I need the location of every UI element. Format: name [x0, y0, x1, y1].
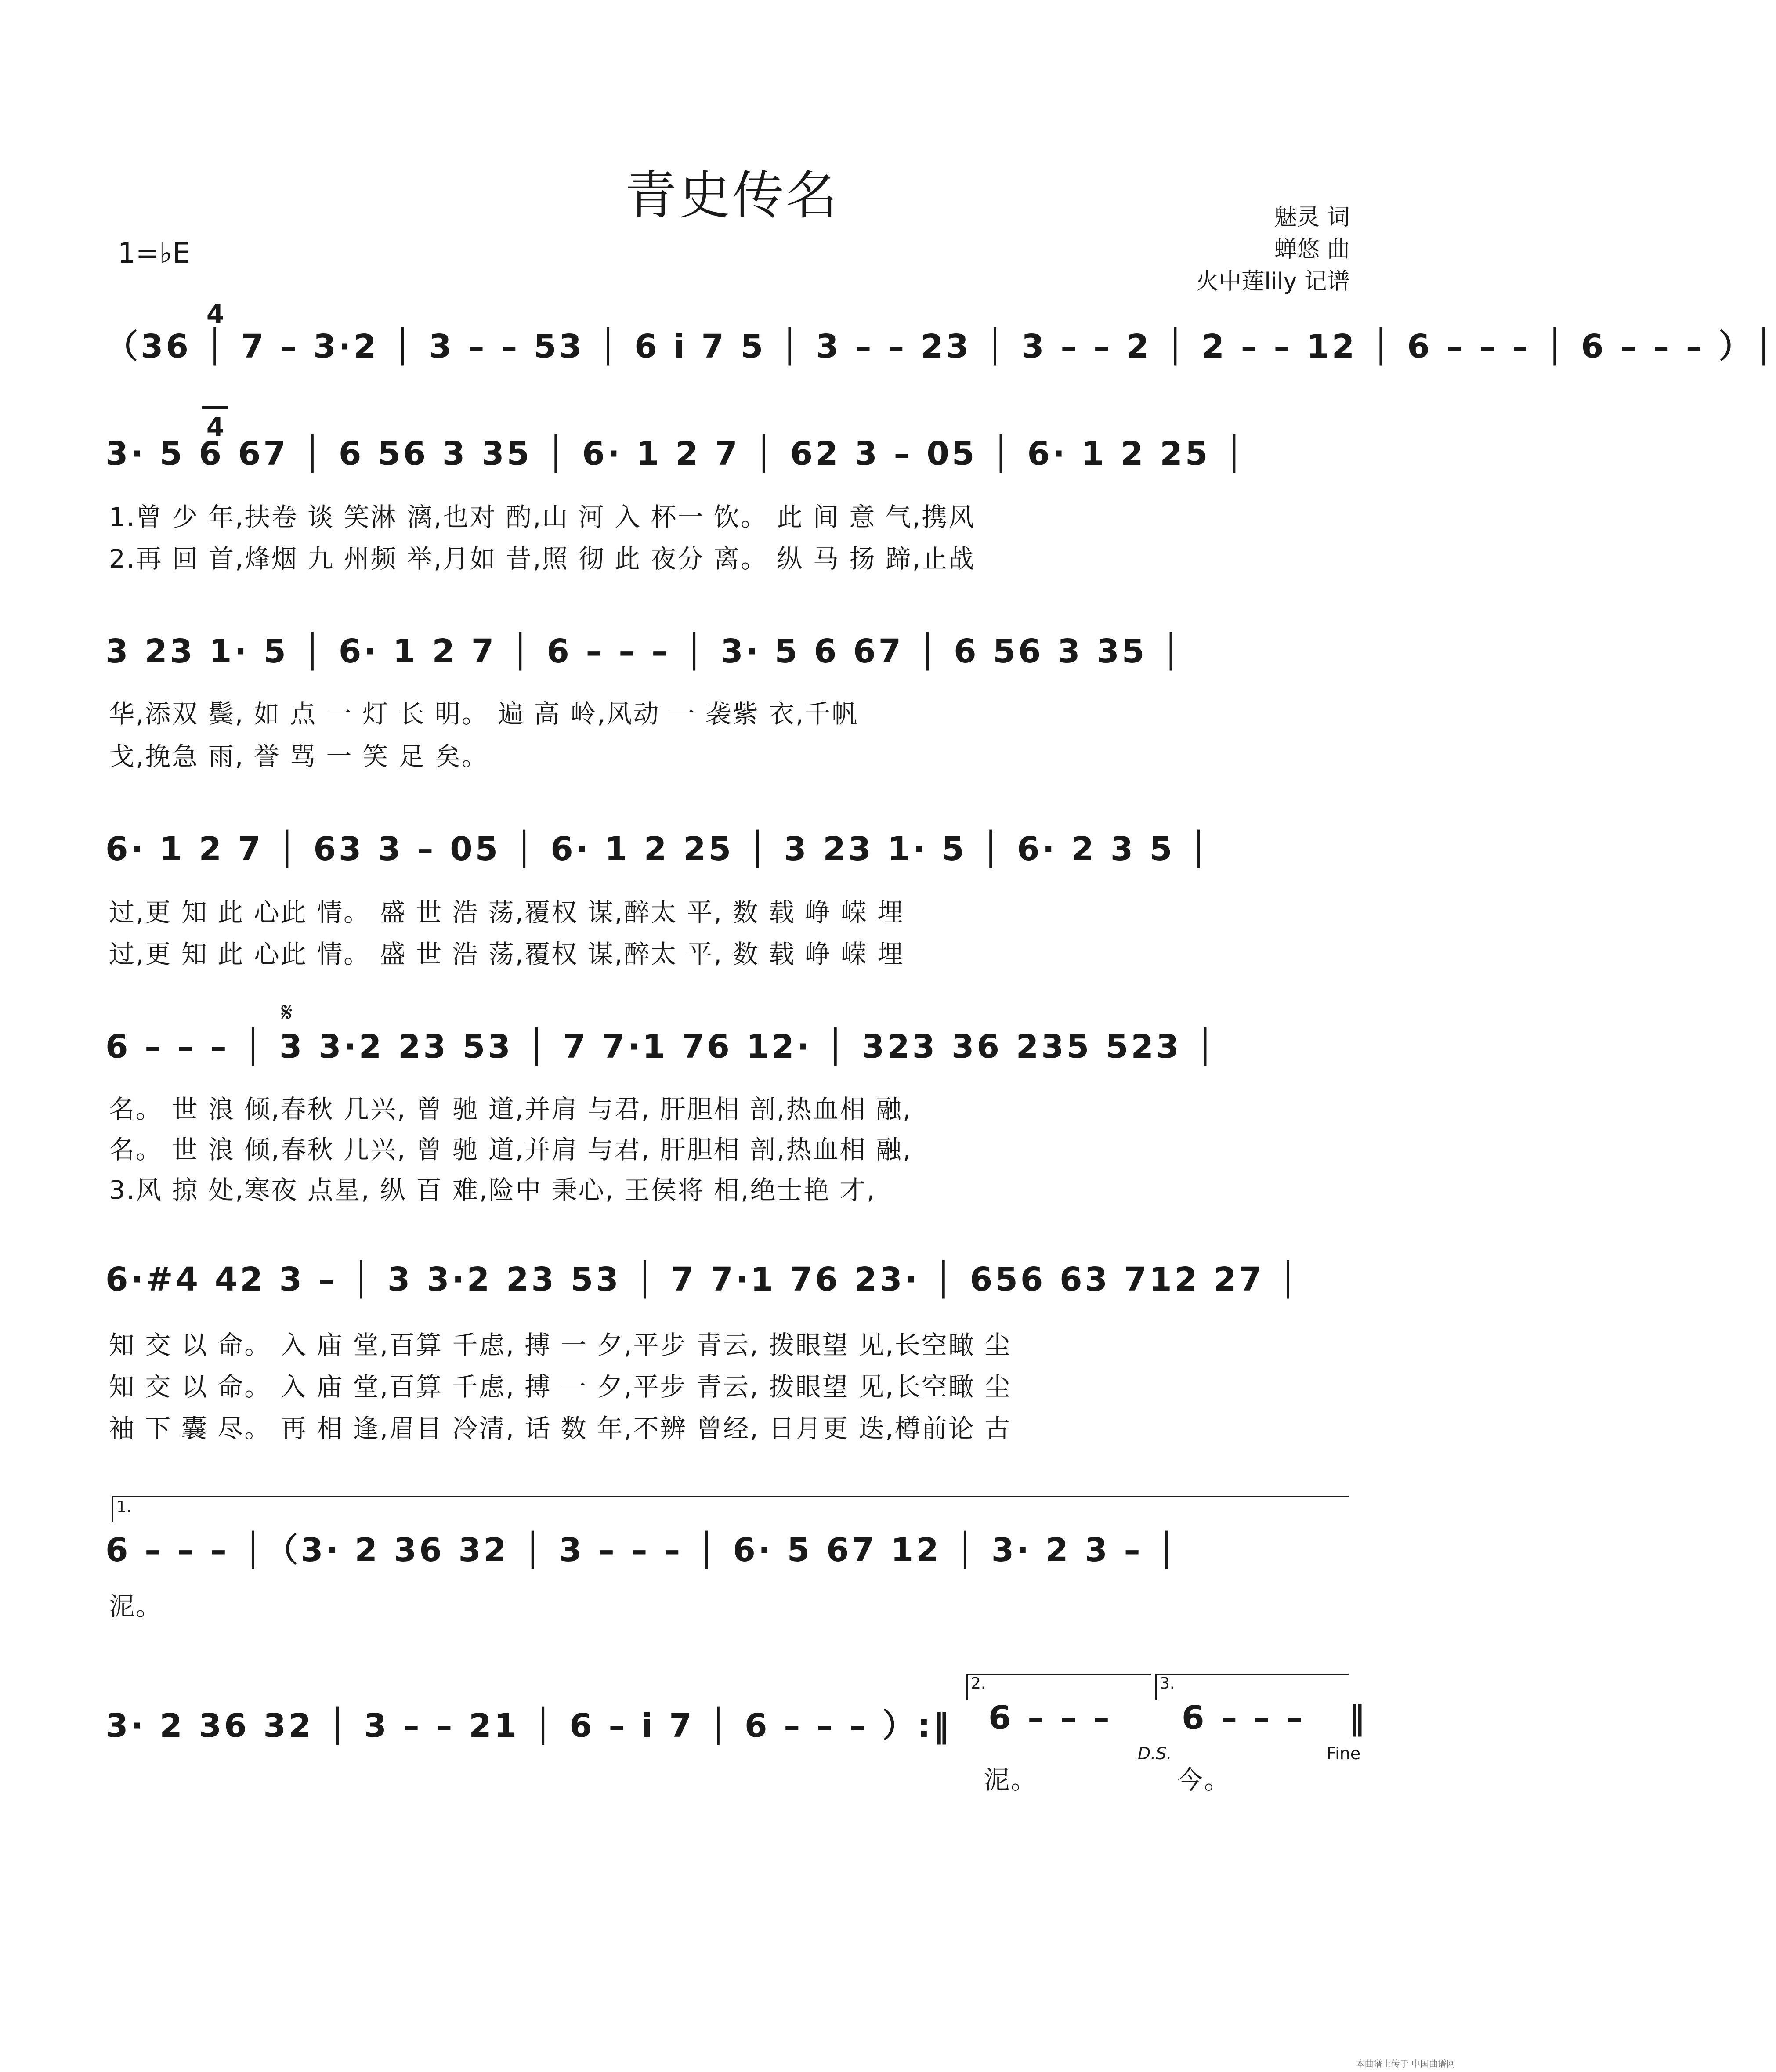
composer-credit: 蝉悠 曲 [1274, 236, 1350, 263]
lyric-verse-3: 袖 下 囊 尽。 再 相 逢,眉目 冷清, 话 数 年,不辨 曾经, 日月更 迭,樽前论 古 [109, 1414, 1012, 1443]
notes-line: 6·#4 42 3 – │ 3 3·2 23 53 │ 7 7·1 76 23· │ 656 63 712 27 │ [105, 1261, 1301, 1298]
lyric-verse-2: 戈,挽急 雨, 誉 骂 一 笑 足 矣。 [109, 741, 488, 771]
lyric-verse-1: 华,添双 鬓, 如 点 一 灯 长 明。 遍 高 岭,风动 一 袭紫 衣,千帆 [109, 699, 859, 729]
lyric-verse-1: 知 交 以 命。 入 庙 堂,百算 千虑, 搏 一 夕,平步 青云, 拨眼望 见,长空瞰 尘 [109, 1330, 1012, 1360]
time-signature-bottom: 4 [202, 406, 228, 445]
notes-line: 3· 2 36 32 │ 3 – – 21 │ 6 – i 7 │ 6 – – – ）:‖ [105, 1707, 952, 1745]
volta-2-tick [966, 1674, 968, 1700]
segno-sign: 𝄋 [281, 997, 293, 1028]
page-title: 青史传名 [625, 165, 839, 226]
fine-mark: Fine [1327, 1744, 1361, 1763]
transcriber-credit: 火中莲lily 记谱 [1196, 268, 1350, 295]
system-1 [105, 435, 1370, 492]
notes-line: 3· 5 6 67 │ 6 56 3 35 │ 6· 1 2 7 │ 62 3 – 05 │ 6· 1 2 25 │ [105, 435, 1247, 473]
ending-3-notes: 6 – – – [1182, 1699, 1306, 1737]
system-3 [105, 830, 1370, 887]
volta-1-bracket [112, 1496, 1349, 1497]
system-5 [105, 1261, 1370, 1318]
system-intro [105, 321, 1776, 378]
notes-line: （36 │ 7 – 3·2 │ 3 – – 53 │ 6 i 7 5 │ 3 – – 23 │ 3 – – 2 │ 2 – – 12 │ 6 – – – │ 6 – – – ）│ [105, 328, 1776, 365]
system-6 [105, 1524, 1370, 1581]
lyric-verse-2: 过,更 知 此 心此 情。 盛 世 浩 荡,覆权 谋,醉太 平, 数 载 峥 嵘 埋 [109, 939, 904, 969]
system-4 [105, 1028, 1370, 1085]
lyric-verse-3: 3.风 掠 处,寒夜 点星, 纵 百 难,险中 秉心, 王侯将 相,绝士艳 才, [109, 1175, 876, 1205]
system-7 [105, 1700, 950, 1757]
ds-mark: D.S. [1138, 1744, 1172, 1763]
lyric-verse-2: 2.再 回 首,烽烟 九 州频 举,月如 昔,照 彻 此 夜分 离。 纵 马 扬 蹄,止战 [109, 544, 976, 574]
volta-2-label: 2. [971, 1674, 986, 1692]
lyricist-credit: 魅灵 词 [1274, 204, 1350, 231]
footer-watermark: 本曲谱上传于 中国曲谱网 [1356, 2058, 1455, 2069]
time-signature-top: 4 [206, 299, 224, 329]
ending-2-notes: 6 – – – [988, 1699, 1112, 1737]
lyric-verse-2: 知 交 以 命。 入 庙 堂,百算 千虑, 搏 一 夕,平步 青云, 拨眼望 见,长空瞰 尘 [109, 1372, 1012, 1402]
notes-line: 3 23 1· 5 │ 6· 1 2 7 │ 6 – – – │ 3· 5 6 67 │ 6 56 3 35 │ [105, 633, 1183, 670]
system-2 [105, 633, 1370, 690]
ending-3-lyric: 今。 [1177, 1765, 1231, 1795]
notes-line: 6 – – – │ 3 3·2 23 53 │ 7 7·1 76 12· │ 323 36 235 523 │ [105, 1028, 1218, 1066]
volta-1-tick [112, 1496, 113, 1522]
lyric-verse-1: 名。 世 浪 倾,春秋 几兴, 曾 驰 道,并肩 与君, 肝胆相 剖,热血相 融, [109, 1094, 912, 1124]
key-signature: 1=♭E [118, 237, 190, 270]
notes-line: 6· 1 2 7 │ 63 3 – 05 │ 6· 1 2 25 │ 3 23 1· 5 │ 6· 2 3 5 │ [105, 830, 1211, 868]
lyric-verse-1: 过,更 知 此 心此 情。 盛 世 浩 荡,覆权 谋,醉太 平, 数 载 峥 嵘 埋 [109, 897, 904, 927]
ending-2-lyric: 泥。 [984, 1765, 1038, 1795]
volta-2-bracket [966, 1674, 1151, 1675]
volta-1-label: 1. [116, 1498, 132, 1516]
final-barline: ‖ [1349, 1699, 1365, 1737]
lyric-verse-1: 1.曾 少 年,扶卷 谈 笑淋 漓,也对 酌,山 河 入 杯一 饮。 此 间 意 气,携风 [109, 502, 976, 532]
notes-line: 6 – – – │（3· 2 36 32 │ 3 – – – │ 6· 5 67 12 │ 3· 2 3 – │ [105, 1531, 1179, 1569]
volta-3-label: 3. [1160, 1674, 1175, 1692]
volta-3-tick [1155, 1674, 1157, 1700]
lyric-verse-1: 泥。 [109, 1591, 163, 1621]
lyric-verse-2: 名。 世 浪 倾,春秋 几兴, 曾 驰 道,并肩 与君, 肝胆相 剖,热血相 融, [109, 1135, 912, 1164]
volta-3-bracket [1155, 1674, 1349, 1675]
